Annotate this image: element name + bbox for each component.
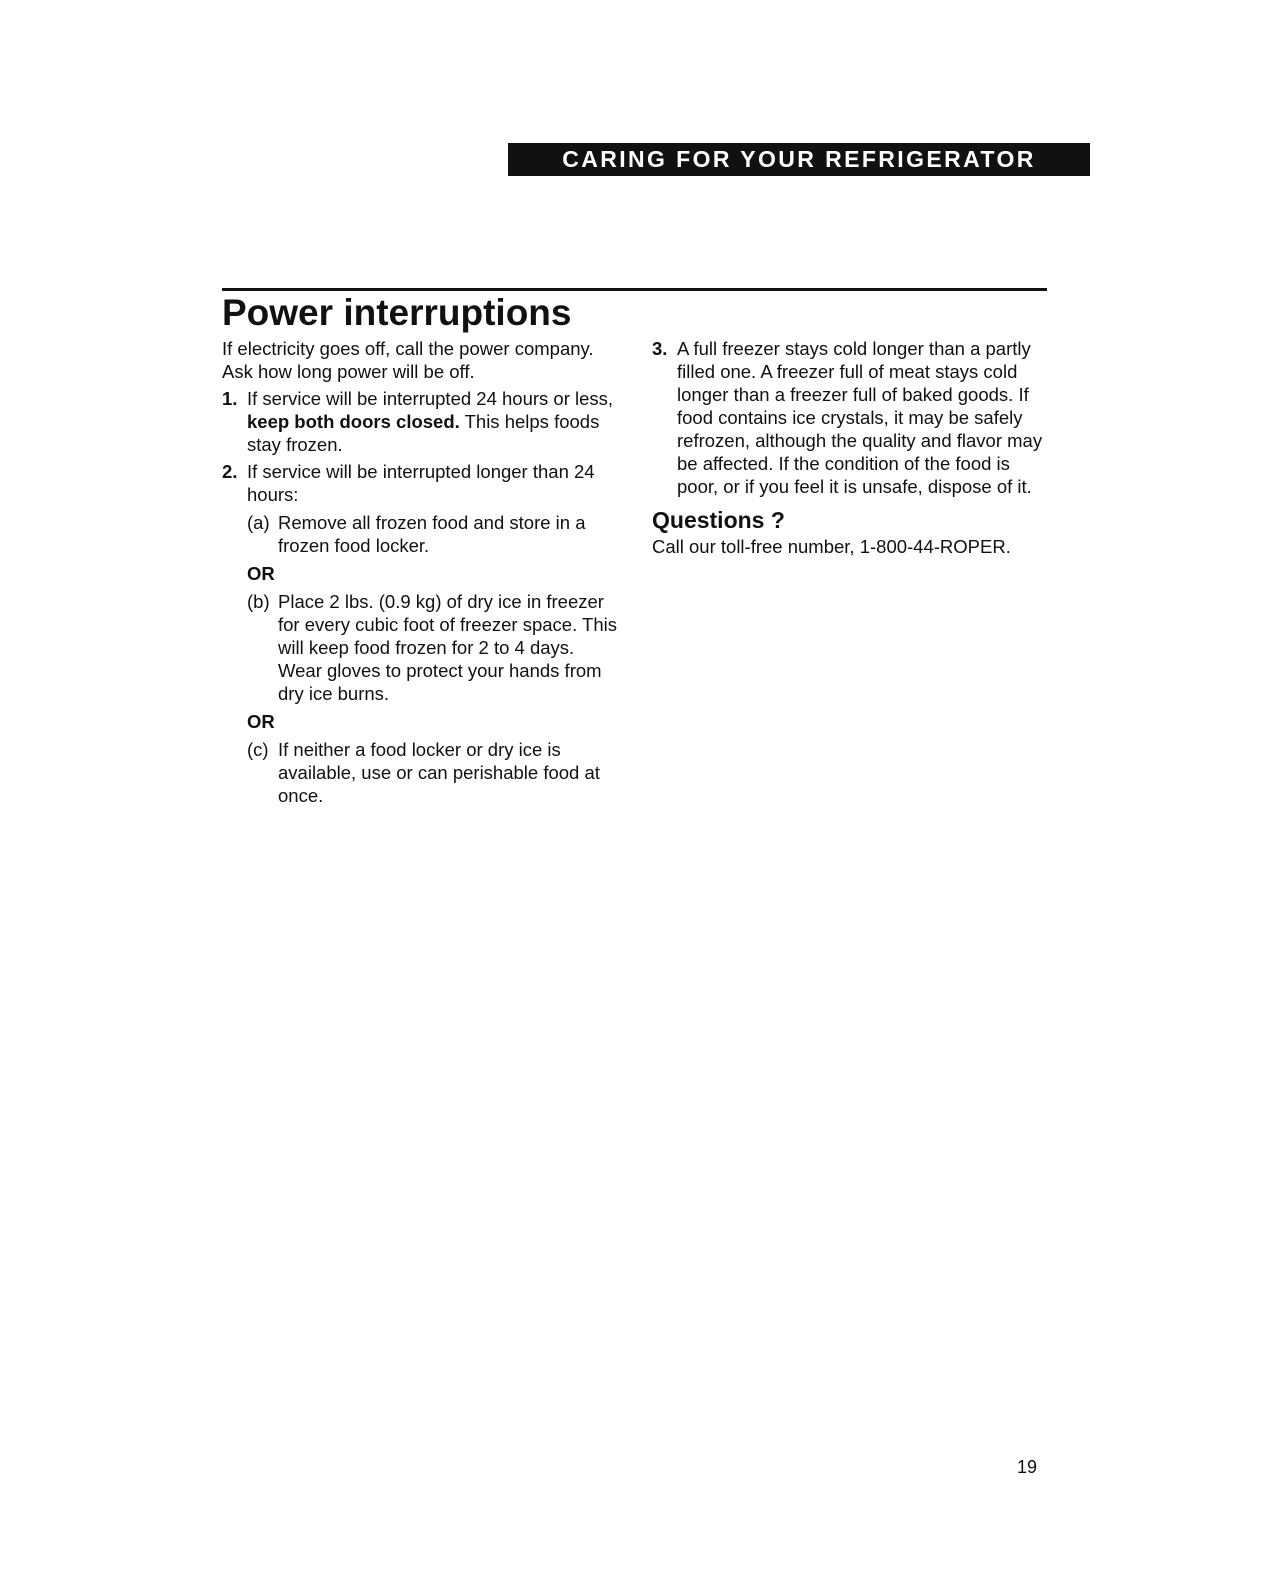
sub-item-a-text: Remove all frozen food and store in a frozen food locker. [278, 512, 586, 556]
or-separator-1: OR [247, 563, 275, 584]
questions-heading: Questions ? [652, 507, 785, 533]
item-1-number: 1. [222, 388, 238, 409]
item-1-bold-text: keep both doors closed. [247, 411, 460, 432]
sub-item-c-text: If neither a food locker or dry ice is available, use or can perishable food at once. [278, 739, 600, 806]
sub-item-c [247, 738, 617, 807]
list-item-1 [222, 387, 617, 456]
section-banner: CARING FOR YOUR REFRIGERATOR [508, 143, 1090, 176]
item-2-number: 2. [222, 461, 238, 482]
sub-item-b [247, 590, 617, 705]
questions-text: Call our toll-free number, 1-800-44-ROPER. [652, 536, 1011, 557]
item-2-text: If service will be interrupted longer than 24 hours: [247, 461, 595, 505]
right-column [652, 337, 1052, 558]
page-number: 19 [1017, 1457, 1038, 1477]
or-separator-2: OR [247, 711, 275, 732]
sub-item-b-label: (b) [247, 591, 270, 612]
sub-item-a-label: (a) [247, 512, 270, 533]
intro-paragraph: If electricity goes off, call the power company. Ask how long power will be off. [222, 338, 594, 382]
item-1-text-before: If service will be interrupted 24 hours or less, [247, 388, 614, 409]
left-column [222, 337, 617, 807]
item-3-number: 3. [652, 338, 668, 359]
sub-item-c-label: (c) [247, 739, 269, 760]
item-3-text: A full freezer stays cold longer than a partly filled one. A freezer full of meat stays cold longer than a freezer full of baked goods. If food contains ice crystals, it may be safely refrozen, although the quality and flavor may be affected. If the condition of the food is poor, or if you feel it is unsafe, dispose of it. [677, 338, 1043, 497]
list-item-2 [222, 460, 617, 506]
list-item-3 [652, 337, 1052, 498]
item-1-text-after: This helps foods stay frozen. [247, 411, 600, 455]
sub-item-a [247, 511, 617, 557]
sub-item-b-text: Place 2 lbs. (0.9 kg) of dry ice in freezer for every cubic foot of freezer space. This will keep food frozen for 2 to 4 days. Wear gloves to protect your hands from dry ice burns. [278, 591, 617, 704]
page-title: Power interruptions [222, 292, 572, 333]
